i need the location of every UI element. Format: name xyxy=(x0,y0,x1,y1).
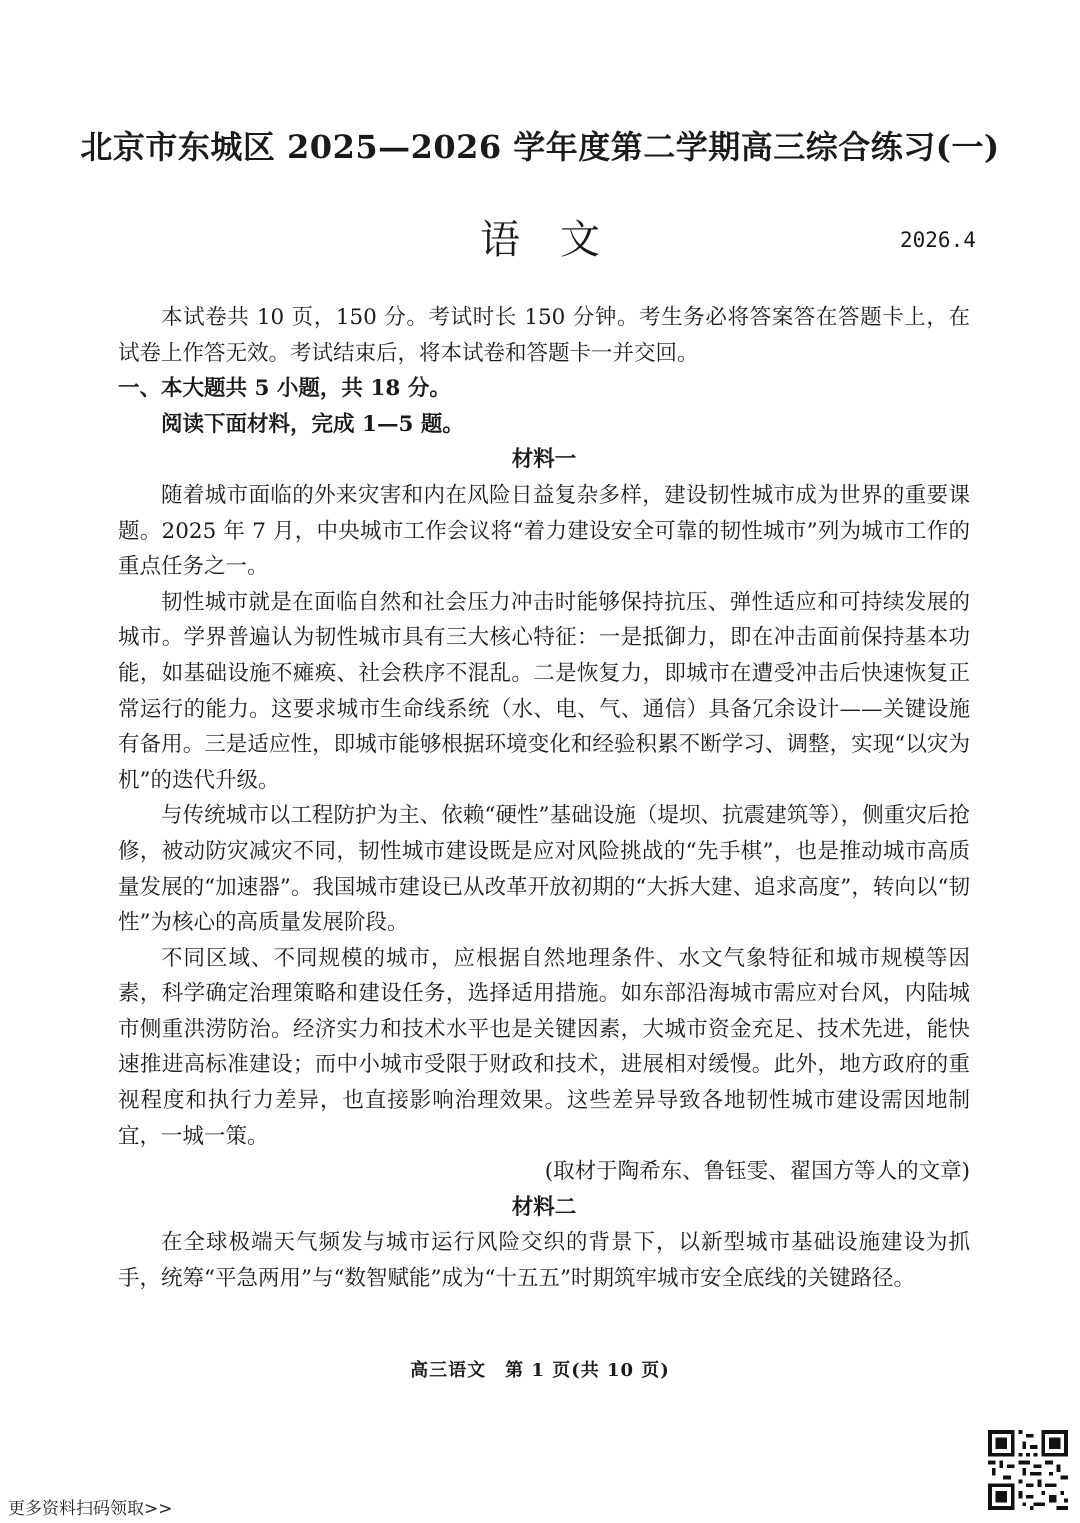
material-two-paragraph: 在全球极端天气频发与城市运行风险交织的背景下，以新型城市基础设施建设为抓手，统筹“平急两用”与“数智赋能”成为“十五五”时期筑牢城市安全底线的关键路径。 xyxy=(118,1230,970,1292)
material-one-paragraph: 随着城市面临的外来灾害和内在风险日益复杂多样，建设韧性城市成为世界的重要课题。2025 年 7 月，中央城市工作会议将“着力建设安全可靠的韧性城市”列为城市工作的重点任务之一。 xyxy=(118,482,970,580)
qr-code-icon[interactable] xyxy=(988,1430,1068,1510)
exam-body xyxy=(118,300,970,1297)
page-footer: 高三语文 第 1 页(共 10 页) xyxy=(410,1360,670,1381)
task-instruction: 阅读下面材料，完成 1—5 题。 xyxy=(161,411,464,437)
material-one-paragraph: 韧性城市就是在面临自然和社会压力冲击时能够保持抗压、弹性适应和可持续发展的城市。学界普遍认为韧性城市具有三大核心特征：一是抵御力，即在冲击面前保持基本功能，如基础设施不瘫痪、社会秩序不混乱。二是恢复力，即城市在遭受冲击后快速恢复正常运行的能力。这要求城市生命线系统（水、电、气、通信）具备冗余设计——关键设施有备用。三是适应性，即城市能够根据环境变化和经验积累不断学习、调整，实现“以灾为机”的迭代升级。 xyxy=(118,589,970,793)
material-one-heading: 材料一 xyxy=(511,447,577,473)
promo-scan-link[interactable]: 更多资料扫码领取>> xyxy=(8,1499,173,1519)
exam-date: 2026.4 xyxy=(900,228,976,252)
exam-title: 北京市东城区 2025—2026 学年度第二学期高三综合练习(一) xyxy=(80,128,1000,166)
subject-title: 语文 xyxy=(480,217,640,263)
instructions-text: 本试卷共 10 页，150 分。考试时长 150 分钟。考生务必将答案答在答题卡上，在试卷上作答无效。考试结束后，将本试卷和答题卡一并交回。 xyxy=(118,305,970,366)
material-one-source: (取材于陶希东、鲁钰雯、翟国方等人的文章) xyxy=(544,1159,970,1185)
material-one-paragraph: 与传统城市以工程防护为主、依赖“硬性”基础设施（堤坝、抗震建筑等），侧重灾后抢修，被动防灾减灾不同，韧性城市建设既是应对风险挑战的“先手棋”，也是推动城市高质量发展的“加速器”。我国城市建设已从改革开放初期的“大拆大建、追求高度”，转向以“韧性”为核心的高质量发展阶段。 xyxy=(118,803,970,936)
section-heading: 一、本大题共 5 小题，共 18 分。 xyxy=(118,376,451,402)
material-two-heading: 材料二 xyxy=(511,1194,577,1220)
material-one-paragraph: 不同区域、不同规模的城市，应根据自然地理条件、水文气象特征和城市规模等因素，科学确定治理策略和建设任务，选择适用措施。如东部沿海城市需应对台风，内陆城市侧重洪涝防治。经济实力和技术水平也是关键因素，大城市资金充足、技术先进，能快速推进高标准建设；而中小城市受限于财政和技术，进展相对缓慢。此外，地方政府的重视程度和执行力差异，也直接影响治理效果。这些差异导致各地韧性城市建设需因地制宜，一城一策。 xyxy=(118,945,970,1149)
